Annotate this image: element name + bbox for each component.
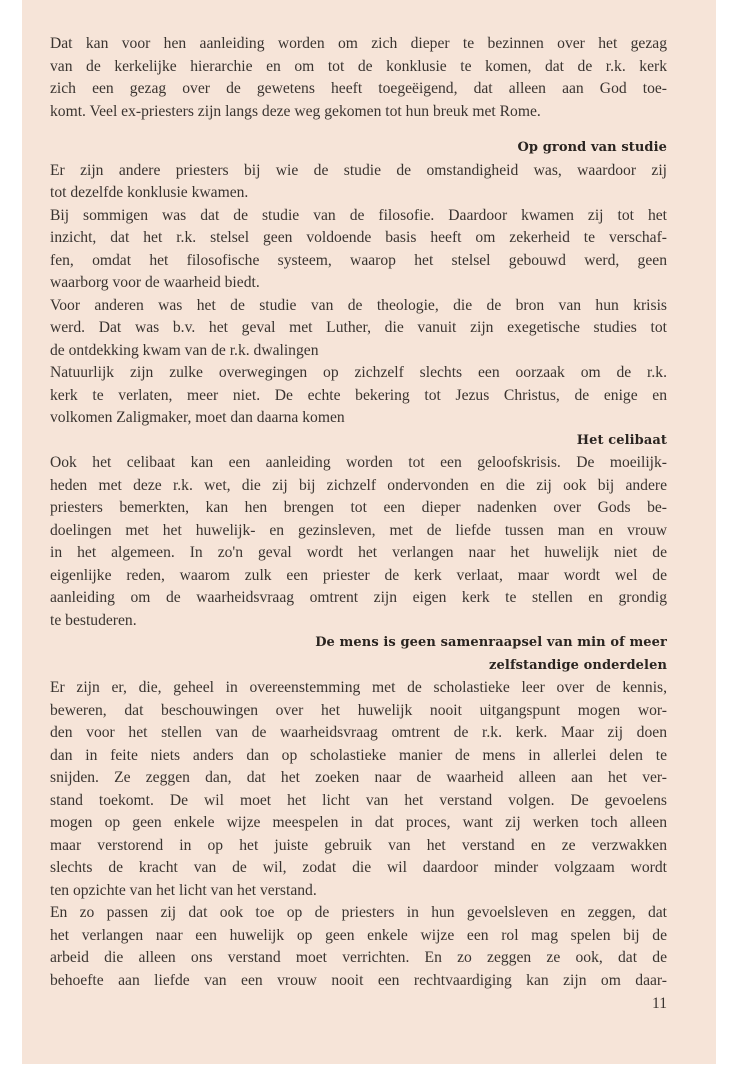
section-heading [50,632,667,677]
paragraph [50,160,667,205]
text-line: ten opzichte van het licht van het verstand. [50,881,317,899]
document-page [22,0,716,1064]
heading-line: Het celibaat [576,432,667,448]
text-line: eigenlijke reden, waarom zulk een priester de kerk verlaat, maar wordt wel de [50,566,667,584]
text-line: fen, omdat het filosofische systeem, waarop het stelsel gebouwd werd, geen [50,251,667,269]
paragraph [50,33,667,123]
text-line: aanleiding om de waarheidsvraag omtrent zijn eigen kerk te stellen en grondig [50,589,667,606]
text-line: dan in feite niets anders dan op scholastieke manier de mens in allerlei delen te [50,746,667,764]
text-line: behoefte aan liefde van een vrouw nooit een rechtvaardiging kan zijn om daar- [50,971,667,989]
text-line: snijden. Ze zeggen dan, dat het zoeken naar de waarheid alleen aan het ver- [50,769,667,786]
text-line: den voor het stellen van de waarheidsvraag omtrent de r.k. kerk. Maar zij doen [50,724,667,741]
text-line: priesters bemerkten, kan hen brengen tot een dieper nadenken over Gods be- [50,499,667,516]
text-line: komt. Veel ex-priesters zijn langs deze weg gekomen tot hun breuk met Rome. [50,102,541,120]
text-line: volkomen Zaligmaker, moet dan daarna komen [50,409,345,426]
paragraph [50,452,667,632]
text-line: Er zijn er, die, geheel in overeenstemming met de scholastieke leer over de kennis, [50,679,667,696]
text-line: heden met deze r.k. wet, die zij bij zichzelf ondervonden en die zij ook bij andere [50,476,667,494]
text-line: Er zijn andere priesters bij wie de studie de omstandigheid was, waardoor zij [50,161,667,179]
heading-line: Op grond van studie [517,140,667,155]
section-heading [50,137,667,160]
text-line: stand toekomt. De wil moet het licht van het verstand volgen. De gevoelens [50,791,667,809]
text-line: waarborg voor de waarheid biedt. [50,274,260,291]
text-line: de ontdekking kwam van de r.k. dwalingen [50,341,319,359]
heading-line: De mens is geen samenraapsel van min of meer [315,635,667,650]
text-line: Natuurlijk zijn zulke overwegingen op zichzelf slechts een oorzaak om de r.k. [50,364,667,381]
text-line: Voor anderen was het de studie van de theologie, die de bron van hun krisis [50,296,667,314]
text-line: van de kerkelijke hierarchie en om tot de konklusie te komen, dat de r.k. kerk [50,57,667,75]
text-line: arbeid die alleen ons verstand moet verrichten. En zo zeggen ze ook, dat de [50,949,667,966]
text-line: werd. Dat was b.v. het geval met Luther, die vanuit zijn exegetische studies tot [50,319,667,336]
text-line: zich een gezag over de gewetens heeft toegeëigend, dat alleen aan God toe- [50,80,667,97]
heading-line: zelfstandige onderdelen [489,657,667,673]
text-line: mogen op geen enkele wijze meespelen in dat proces, want zij werken toch alleen [50,814,667,831]
paragraph [50,295,667,363]
page-number: 11 [651,995,667,1012]
text-line: doelingen met het huwelijk- en gezinsleven, met de liefde tussen man en vrouw [50,521,667,539]
paragraph [50,677,667,902]
text-line: slechts de kracht van de wil, zodat die wil daardoor minder volgzaam wordt [50,859,667,876]
text-line: inzicht, dat het r.k. stelsel geen voldoende basis heeft om zekerheid te verschaf- [50,229,667,246]
text-line: En zo passen zij dat ook toe op de priesters in hun gevoelsleven en zeggen, dat [50,904,667,921]
section-heading [50,430,667,453]
paragraph [50,205,667,295]
text-line: maar verstorend in op het juiste gebruik van het verstand en ze verzwakken [50,836,667,854]
text-line: tot dezelfde konklusie kwamen. [50,184,249,201]
paragraph [50,902,667,992]
text-line: in het algemeen. In zo'n geval wordt het verlangen naar het huwelijk niet de [50,544,667,561]
text-line: Bij sommigen was dat de studie van de filosofie. Daardoor kwamen zij tot het [50,206,667,224]
page-text [50,33,667,1016]
text-line: het verlangen naar een huwelijk op geen enkele wijze een rol mag spelen bij de [50,926,667,944]
text-line: kerk te verlaten, meer niet. De echte bekering tot Jezus Christus, de enige en [50,386,667,404]
text-line: beweren, dat beschouwingen over het huwelijk nooit uitgangspunt mogen wor- [50,701,667,719]
text-line: Ook het celibaat kan een aanleiding worden tot een geloofskrisis. De moeilijk- [50,454,667,471]
text-line: te bestuderen. [50,611,137,629]
paragraph [50,362,667,430]
text-line: Dat kan voor hen aanleiding worden om zich dieper te bezinnen over het gezag [50,35,667,52]
